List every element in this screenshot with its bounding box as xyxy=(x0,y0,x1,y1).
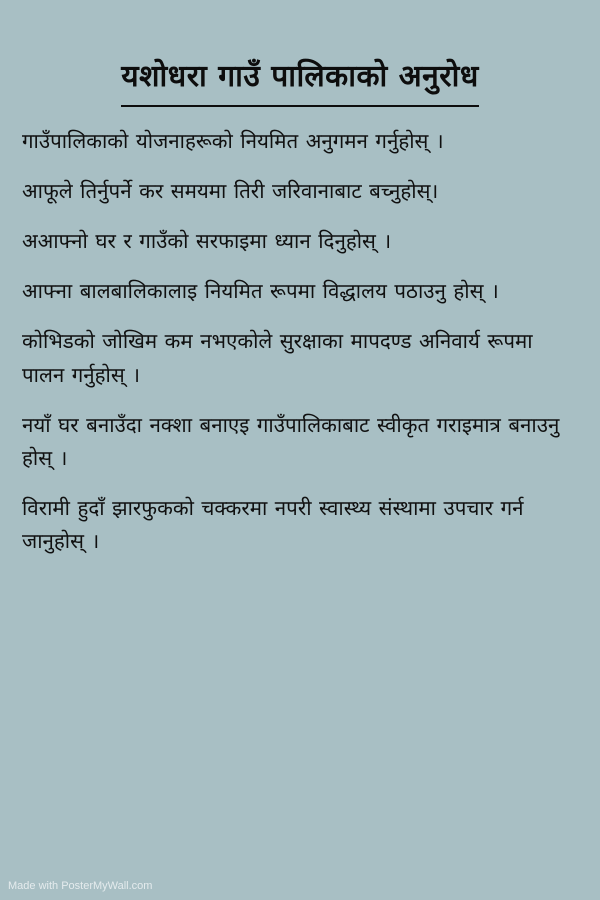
list-item: गाउँपालिकाको योजनाहरूको नियमित अनुगमन गर्नुहोस् । xyxy=(22,128,444,153)
poster-title-container xyxy=(22,40,578,107)
list-item: अआफ्नो घर र गाउँको सरफाइमा ध्यान दिनुहोस् । xyxy=(22,228,392,253)
postermywall-credit: Made with PosterMyWall.com xyxy=(8,880,153,892)
title-underline xyxy=(121,40,479,107)
list-item: कोभिडको जोखिम कम नभएकोले सुरक्षाका मापदण्ड अनिवार्य रूपमा पालन गर्नुहोस् । xyxy=(22,329,533,387)
list-item: नयाँ घर बनाउँदा नक्शा बनाएइ गाउँपालिकाबाट स्वीकृत गराइमात्र बनाउनु होस् । xyxy=(22,412,560,470)
list-item: आफ्ना बालबालिकालाइ नियमित रूपमा विद्धालय पठाउनु होस् । xyxy=(22,279,499,304)
request-list xyxy=(22,125,578,559)
page-title: यशोधरा गाउँ पालिकाको अनुरोध xyxy=(121,59,479,94)
list-item: विरामी हुदाँ झारफुकको चक्करमा नपरी स्वास्थ्य संस्थामा उपचार गर्न जानुहोस् । xyxy=(22,496,524,554)
list-item: आफूले तिर्नुपर्ने कर समयमा तिरी जरिवानाबाट बच्नुहोस्। xyxy=(22,178,439,203)
